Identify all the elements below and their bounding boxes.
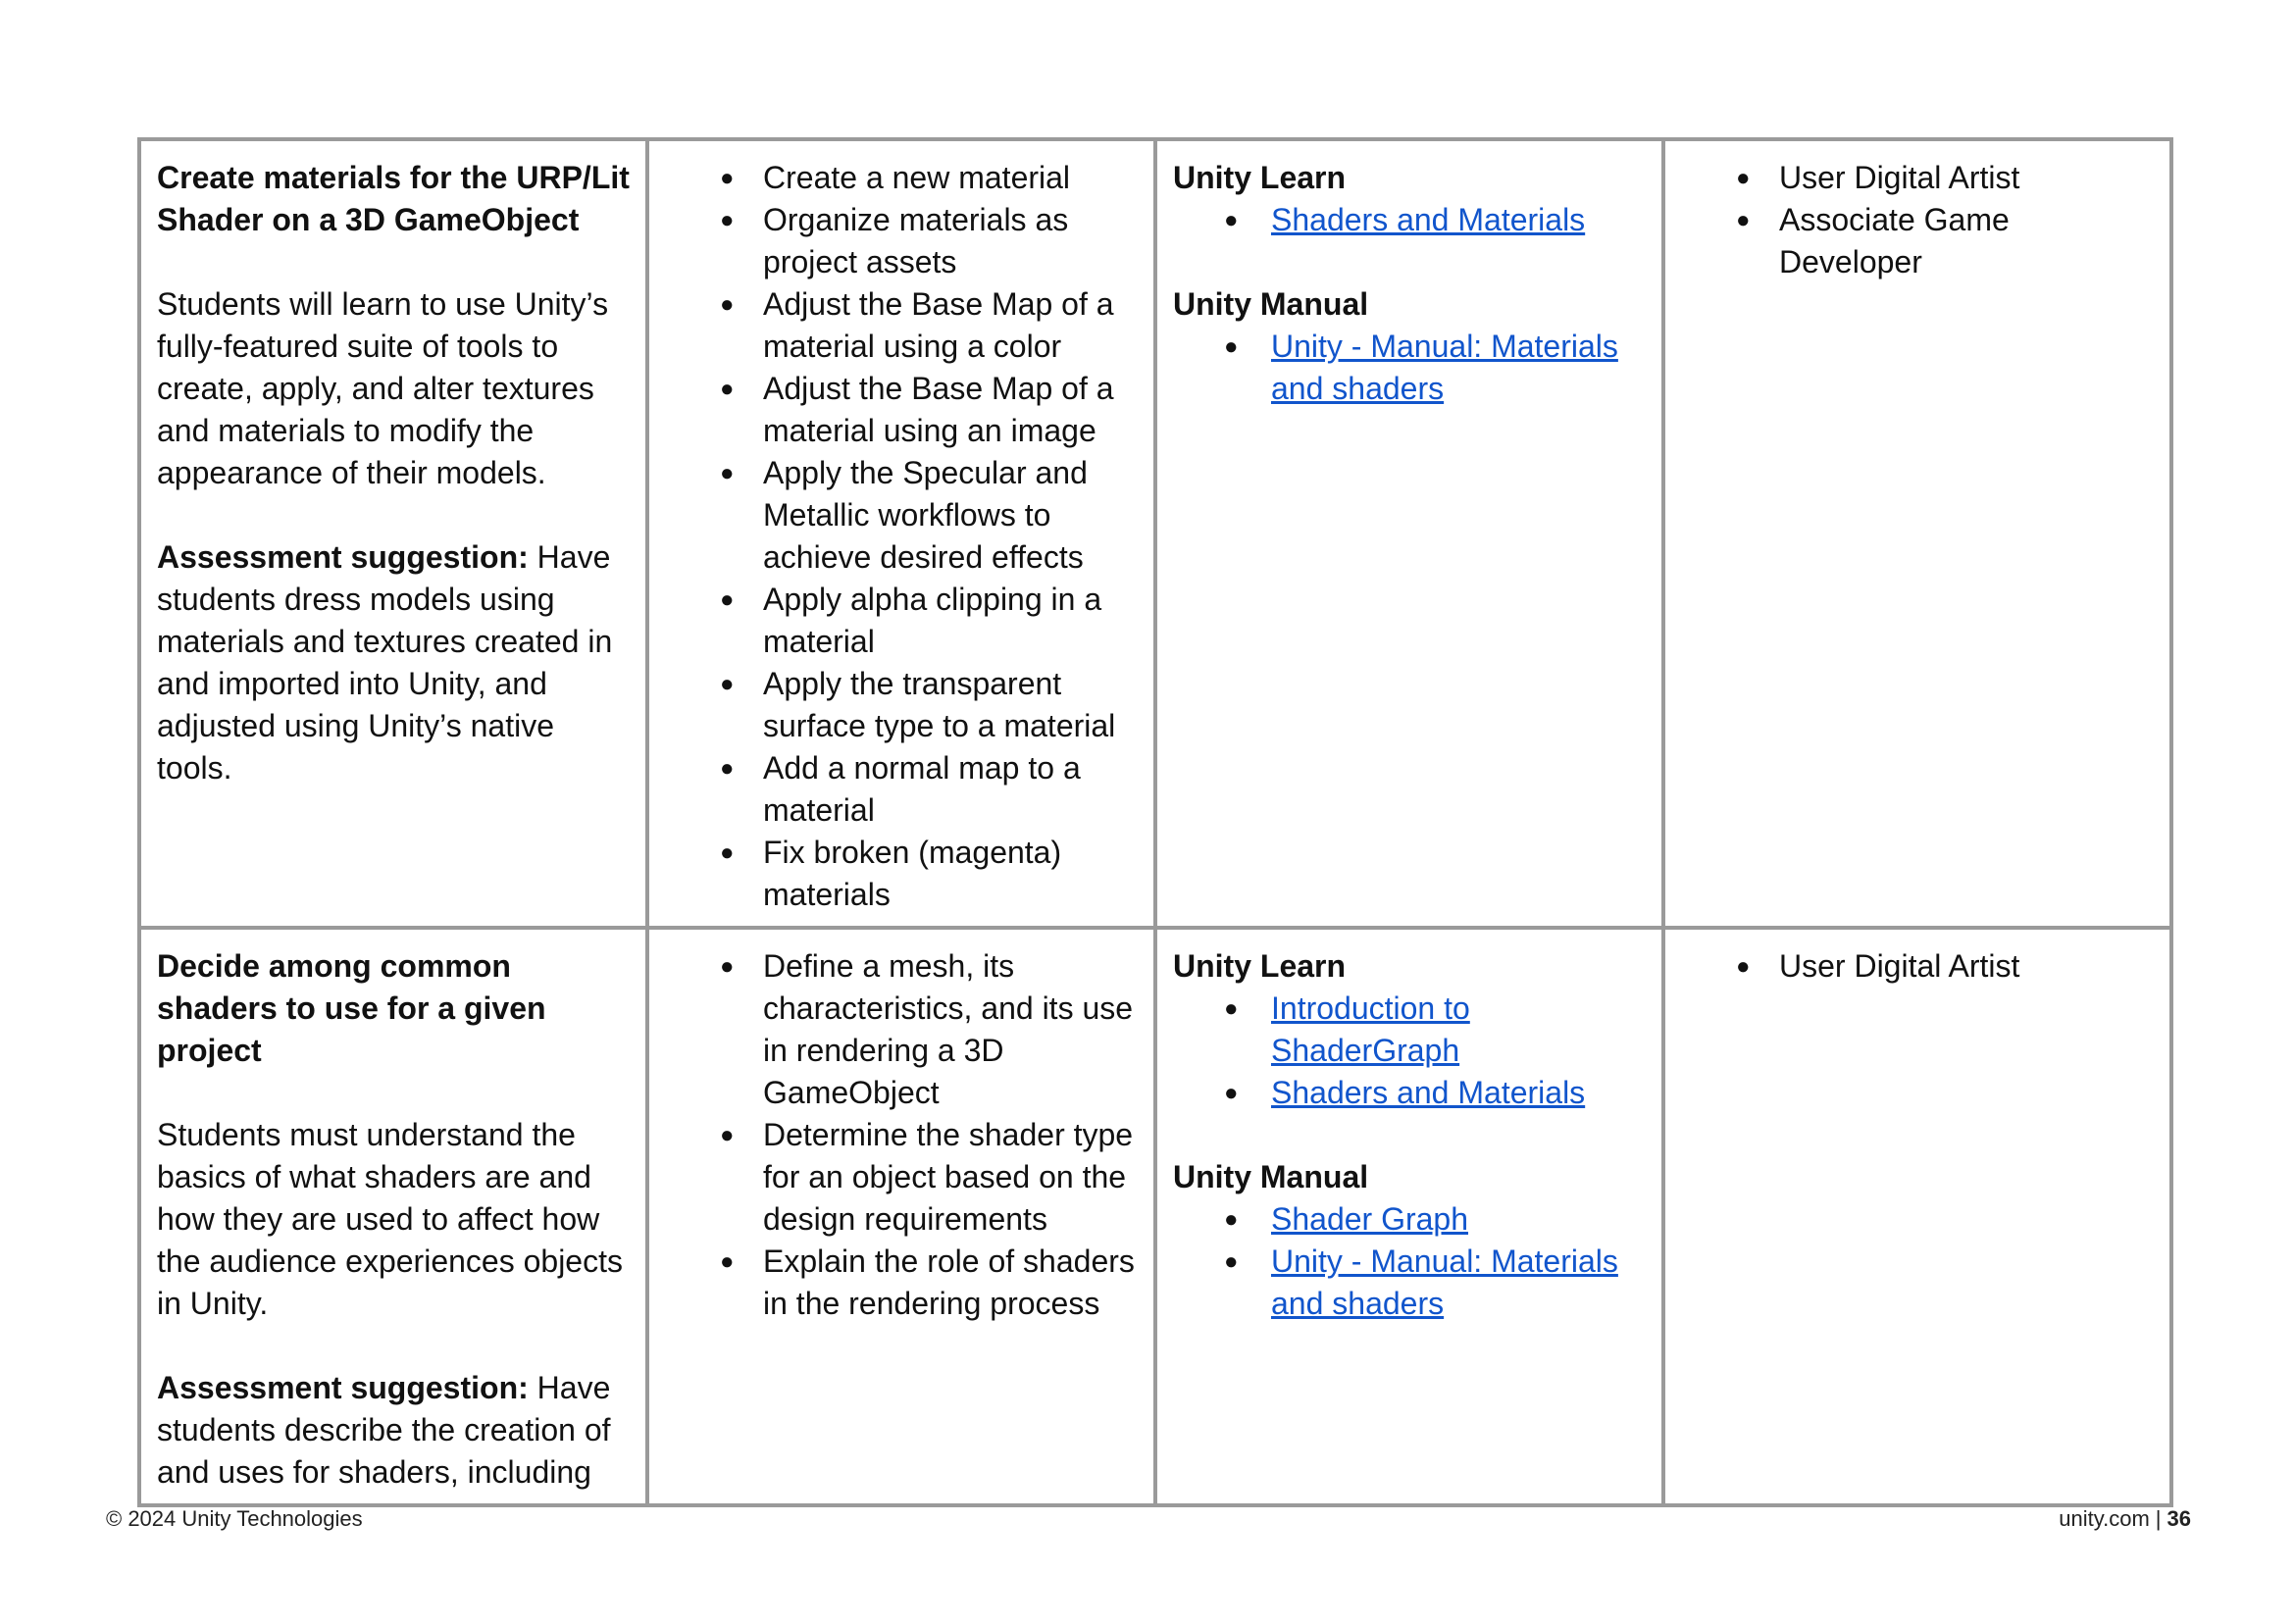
- footer-site: unity.com: [2059, 1506, 2150, 1531]
- list-item: ● Apply alpha clipping in a material: [665, 579, 1138, 663]
- list-item: [1173, 1241, 1646, 1325]
- unity-learn-links: [1173, 199, 1646, 241]
- resource-link[interactable]: Shaders and Materials: [1271, 1075, 1586, 1110]
- resource-link[interactable]: Shaders and Materials: [1271, 202, 1586, 237]
- assessment-label: Assessment suggestion:: [157, 1370, 529, 1405]
- objective-cell: [139, 928, 647, 1505]
- list-item: ● User Digital Artist: [1681, 945, 2154, 988]
- assessment-text: Have students dress models using materials and textures created in and imported into Unity, and adjusted using Unity’s native tools.: [157, 539, 613, 786]
- unity-manual-heading: Unity Manual: [1173, 286, 1369, 322]
- skills-list: [665, 157, 1138, 916]
- page-number: 36: [2167, 1506, 2191, 1531]
- list-item: ● Adjust the Base Map of a material using an image: [665, 368, 1138, 452]
- list-item: ● Adjust the Base Map of a material using a color: [665, 283, 1138, 368]
- resource-link[interactable]: Unity - Manual: Materials and shaders: [1271, 1243, 1618, 1321]
- resource-link[interactable]: Shader Graph: [1271, 1201, 1469, 1237]
- skills-cell: [647, 139, 1155, 928]
- assessment-suggestion: [157, 1367, 630, 1494]
- objective-description: Students will learn to use Unity’s fully-featured suite of tools to create, apply, and alter textures and materials to modify the appearance of their models.: [157, 286, 609, 490]
- list-item: ● Create a new material: [665, 157, 1138, 199]
- resource-link[interactable]: Unity - Manual: Materials and shaders: [1271, 329, 1618, 406]
- roles-list: [1681, 157, 2154, 283]
- objective-cell: [139, 139, 647, 928]
- objective-title: Decide among common shaders to use for a given project: [157, 948, 546, 1068]
- roles-list: [1681, 945, 2154, 988]
- list-item: ● User Digital Artist: [1681, 157, 2154, 199]
- list-item: ● Define a mesh, its characteristics, and its use in rendering a 3D GameObject: [665, 945, 1138, 1114]
- curriculum-table: [137, 137, 2173, 1507]
- assessment-label: Assessment suggestion:: [157, 539, 529, 575]
- unity-manual-links: [1173, 326, 1646, 410]
- list-item: ● Add a normal map to a material: [665, 747, 1138, 832]
- list-item: ● Organize materials as project assets: [665, 199, 1138, 283]
- table-row: [139, 928, 2171, 1505]
- unity-learn-heading: Unity Learn: [1173, 160, 1347, 195]
- resources-cell: [1155, 139, 1663, 928]
- list-item: ● Explain the role of shaders in the rendering process: [665, 1241, 1138, 1325]
- skills-cell: [647, 928, 1155, 1505]
- list-item: [1173, 326, 1646, 410]
- table-row: [139, 139, 2171, 928]
- list-item: ● Determine the shader type for an object based on the design requirements: [665, 1114, 1138, 1241]
- unity-learn-links: [1173, 988, 1646, 1114]
- skills-list: [665, 945, 1138, 1325]
- assessment-suggestion: [157, 536, 630, 789]
- footer-right: [2059, 1506, 2191, 1532]
- resources-cell: [1155, 928, 1663, 1505]
- unity-manual-heading: Unity Manual: [1173, 1159, 1369, 1194]
- list-item: [1173, 199, 1646, 241]
- list-item: ● Apply the Specular and Metallic workflows to achieve desired effects: [665, 452, 1138, 579]
- list-item: ● Apply the transparent surface type to a material: [665, 663, 1138, 747]
- footer-copyright: © 2024 Unity Technologies: [106, 1506, 363, 1531]
- list-item: [1173, 1198, 1646, 1241]
- footer-separator: |: [2155, 1506, 2162, 1531]
- roles-cell: [1663, 928, 2171, 1505]
- objective-title: Create materials for the URP/Lit Shader on a 3D GameObject: [157, 160, 630, 237]
- resource-link[interactable]: Introduction to ShaderGraph: [1271, 990, 1470, 1068]
- unity-learn-heading: Unity Learn: [1173, 948, 1347, 984]
- list-item: ● Fix broken (magenta) materials: [665, 832, 1138, 916]
- unity-manual-links: [1173, 1198, 1646, 1325]
- list-item: ● Associate Game Developer: [1681, 199, 2154, 283]
- assessment-text: Have students describe the creation of and uses for shaders, including: [157, 1370, 611, 1490]
- list-item: [1173, 988, 1646, 1072]
- objective-description: Students must understand the basics of what shaders are and how they are used to affect how the audience experiences objects in Unity.: [157, 1117, 623, 1321]
- list-item: [1173, 1072, 1646, 1114]
- roles-cell: [1663, 139, 2171, 928]
